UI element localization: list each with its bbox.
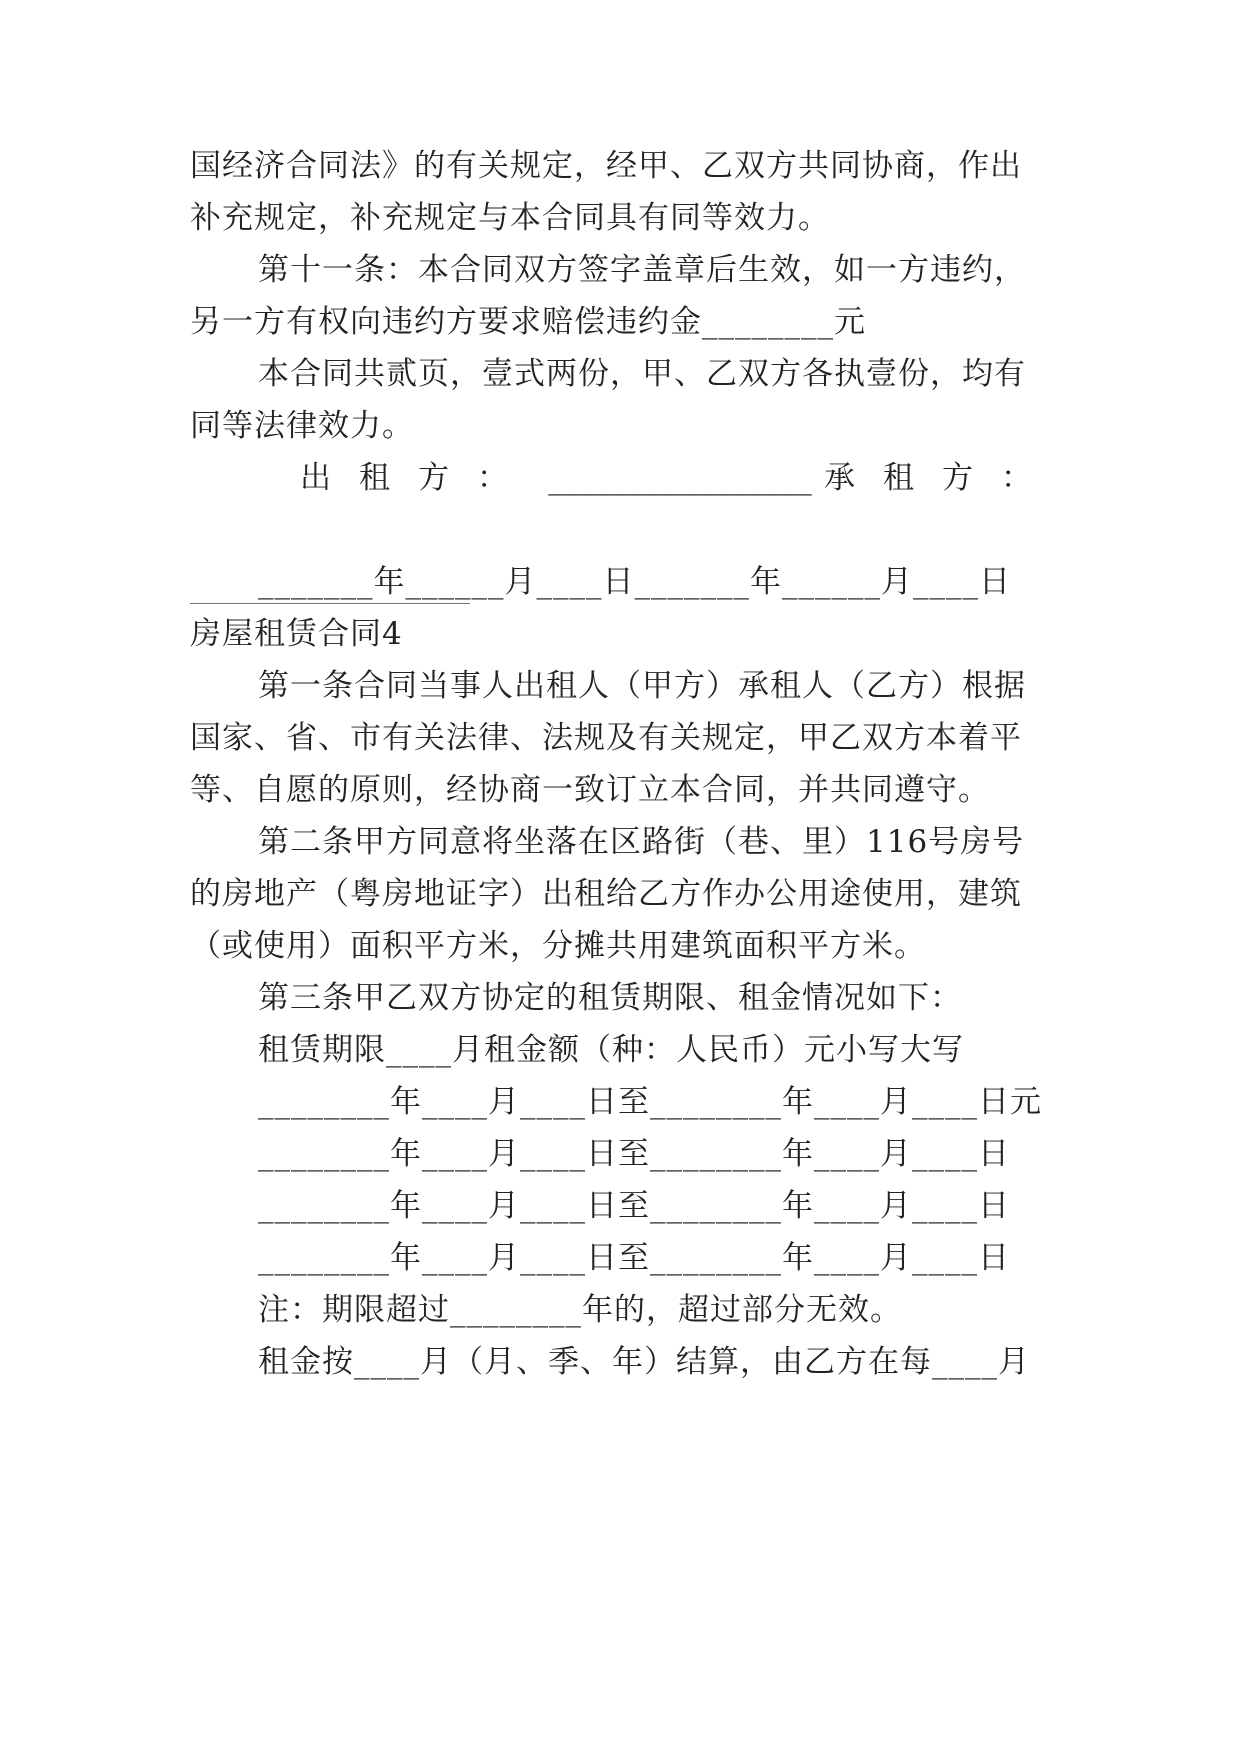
lessor-blank: _________________ [548, 460, 812, 496]
article-1: 第一条合同当事人出租人（甲方）承租人（乙方）根据 [258, 668, 1026, 704]
date-line: _______年______月____日_______年______月____日 [258, 564, 1011, 600]
text-line: 租赁期限____月租金额（种：人民币）元小写大写 [258, 1032, 964, 1068]
text-line: 国家、省、市有关法律、法规及有关规定，甲乙双方本着平 [190, 720, 1022, 756]
lease-period-row: ________年____月____日至________年____月____日 [258, 1136, 1010, 1172]
lessor-label: 出租方： [300, 460, 536, 496]
text-line: 本合同共贰页，壹式两份，甲、乙双方各执壹份，均有 [258, 356, 1026, 392]
text-line: 的房地产（粤房地证字）出租给乙方作办公用途使用，建筑 [190, 876, 1022, 912]
signature-row [300, 458, 1060, 498]
lease-period-row: ________年____月____日至________年____月____日 [258, 1240, 1010, 1276]
article-3: 第三条甲乙双方协定的租赁期限、租金情况如下： [258, 980, 962, 1016]
lease-period-row: ________年____月____日至________年____月____日 [258, 1188, 1010, 1224]
lessee-label: 承租方： [824, 460, 1060, 496]
text-line: 另一方有权向违约方要求赔偿违约金________元 [190, 304, 866, 340]
text-line: 同等法律效力。 [190, 408, 414, 444]
article-11: 第十一条：本合同双方签字盖章后生效，如一方违约， [258, 252, 1026, 288]
lessee-blank-text [190, 510, 471, 550]
lessee-blank-line [190, 603, 470, 604]
text-line: 等、自愿的原则，经协商一致订立本合同，并共同遵守。 [190, 772, 990, 808]
text-line: 国经济合同法》的有关规定，经甲、乙双方共同协商，作出 [190, 148, 1022, 184]
lease-period-row: ________年____月____日至________年____月____日元 [258, 1084, 1042, 1120]
text-line: （或使用）面积平方米，分摊共用建筑面积平方米。 [190, 928, 926, 964]
text-line: 补充规定，补充规定与本合同具有同等效力。 [190, 200, 830, 236]
text-line: 租金按____月（月、季、年）结算，由乙方在每____月 [258, 1344, 1030, 1380]
section-title: 房屋租赁合同4 [190, 616, 403, 652]
article-2: 第二条甲方同意将坐落在区路街（巷、里）116号房号 [258, 824, 1025, 860]
note-line: 注：期限超过________年的，超过部分无效。 [258, 1292, 902, 1328]
